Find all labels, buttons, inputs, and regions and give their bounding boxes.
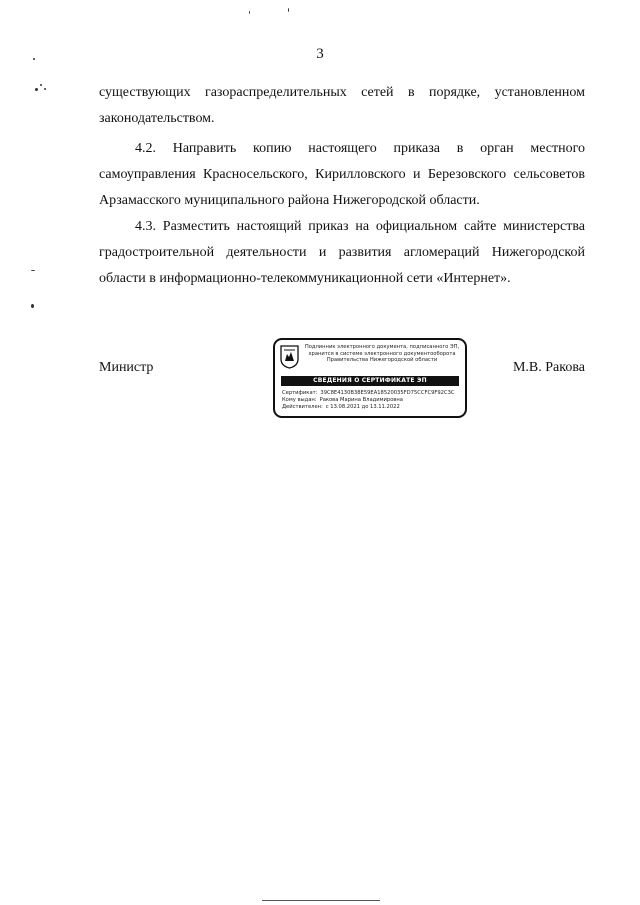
- page-number: 3: [316, 46, 324, 62]
- certificate-label: Сертификат:: [282, 390, 318, 396]
- scan-edge-line: [262, 900, 380, 901]
- scan-speck: [31, 270, 35, 271]
- issued-to-row: [282, 397, 464, 404]
- scan-speck: [44, 88, 46, 90]
- stamp-notice: [301, 344, 463, 364]
- paragraph-4-2: 4.2. Направить копию настоящего приказа в орган местного самоуправления Красносельского, Кирилловского и Березовского сельсоветов Арзамасского муниципального района Нижегородской области.: [99, 141, 585, 208]
- scan-speck: [35, 88, 38, 91]
- paragraph-4-3: 4.3. Разместить настоящий приказ на официальном сайте министерства градостроительной деятельности и развития агломераций Нижегородской области в информационно-телекоммуникационной сети «Интернет».: [99, 219, 585, 286]
- coat-of-arms-icon: [280, 345, 299, 369]
- signer-name: М.В. Ракова: [512, 360, 585, 375]
- certificate-row: [282, 390, 464, 397]
- stamp-banner: СВЕДЕНИЯ О СЕРТИФИКАТЕ ЭП: [281, 376, 459, 386]
- stamp-notice-line: Подлинник электронного документа, подписанного ЭП,: [304, 344, 460, 350]
- scan-speck: [288, 8, 289, 12]
- electronic-signature-stamp: [273, 338, 467, 418]
- certificate-value: 39C8E4130B38E59EA18520035FD75CCFC9F92C3C: [320, 390, 455, 396]
- issued-to-label: Кому выдан:: [282, 397, 317, 403]
- validity-label: Действителен:: [282, 404, 323, 410]
- validity-row: [282, 404, 464, 411]
- stamp-notice-line: Правительства Нижегородской области: [326, 357, 438, 364]
- signer-title: Министр: [99, 360, 154, 375]
- issued-to-value: Ракова Марина Владимировна: [319, 397, 403, 403]
- validity-value: с 13.08.2021 до 13.11.2022: [325, 404, 400, 410]
- scan-speck: [31, 304, 34, 308]
- scan-speck: [33, 58, 35, 60]
- paragraph-continuation: существующих газораспределительных сетей в порядке, установленном законодательством.: [99, 85, 585, 126]
- scan-speck: [40, 84, 42, 86]
- stamp-notice-line: хранится в системе электронного документооборота: [308, 350, 456, 357]
- scan-speck: [249, 11, 250, 14]
- stamp-details: [282, 390, 464, 411]
